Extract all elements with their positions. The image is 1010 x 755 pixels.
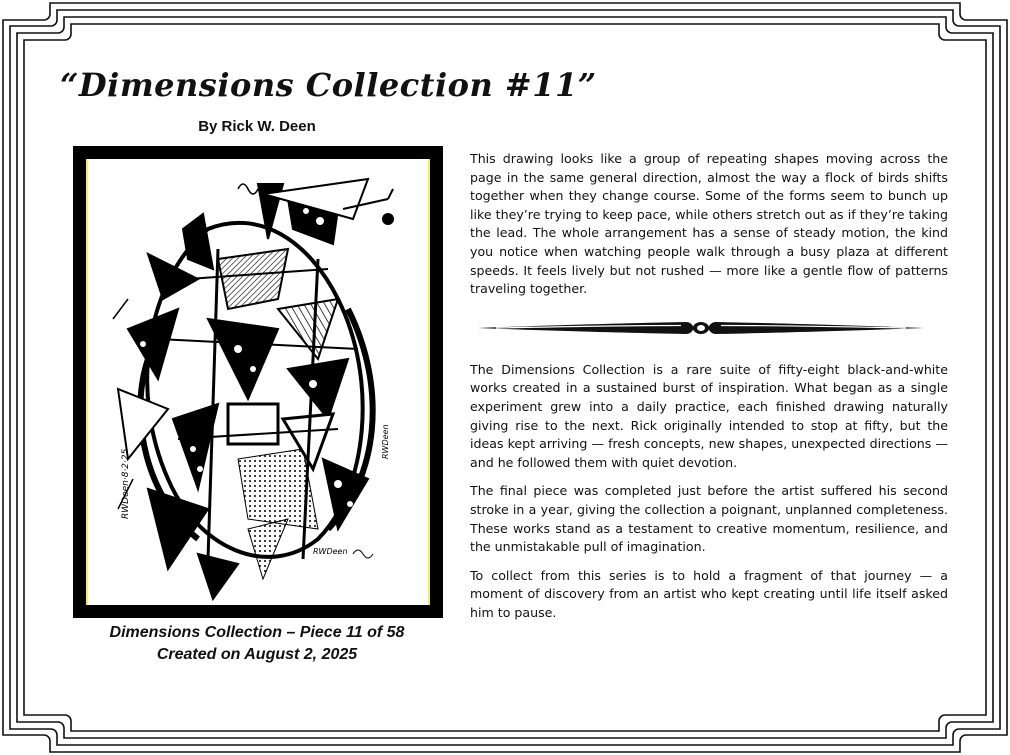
artist-signature-bottom: RWDeen xyxy=(313,547,348,556)
artwork-image xyxy=(86,159,430,605)
caption-date: Created on August 2, 2025 xyxy=(156,646,358,663)
artist-byline: By Rick W. Deen xyxy=(198,118,316,135)
artist-signature-small: RWDeen xyxy=(381,424,390,459)
collection-paragraph: The Dimensions Collection is a rare suite of fifty-eight black-and-white works created in a sustained burst of inspiration. What began as a single experiment grew into a daily practice, each finished drawing naturally giving rise to the next. Rick originally intended to stop at fifty, but the ideas kept arriving — fresh concepts, new shapes, unexpected directions — and he followed them with quiet devotion. xyxy=(470,361,948,470)
final-piece-paragraph: The final piece was completed just before the artist suffered his second stroke in a year, giving the collection a poignant, unplanned completeness. These works stand as a testament to creative momentum, resilience, and the unmistakable pull of imagination. xyxy=(470,483,948,555)
abstract-drawing xyxy=(88,159,428,605)
ornamental-divider xyxy=(476,317,926,339)
collect-paragraph: To collect from this series is to hold a fragment of that journey — a moment of discovery from an artist who kept creating until life itself asked him to pause. xyxy=(470,567,948,620)
artist-signature: RWDeen·8·2·25 xyxy=(121,448,131,519)
artwork-frame xyxy=(73,146,443,618)
caption-piece: Dimensions Collection – Piece 11 of 58 xyxy=(109,624,405,641)
intro-paragraph: This drawing looks like a group of repeating shapes moving across the page in the same general direction, almost the way a flock of birds shifts together when they change course. Some of the forms seem to bunch up like they’re trying to keep pace, while others stretch out as if they’re taking the lead. The whole arrangement has a sense of steady motion, the kind you notice when watching people walk through a busy plaza at different speeds. It feels lively but not rushed — more like a gentle flow of patterns traveling together. xyxy=(470,151,948,297)
page-title: “Dimensions Collection #11” xyxy=(60,66,597,104)
description-column xyxy=(470,150,948,632)
artwork-caption xyxy=(60,622,454,666)
